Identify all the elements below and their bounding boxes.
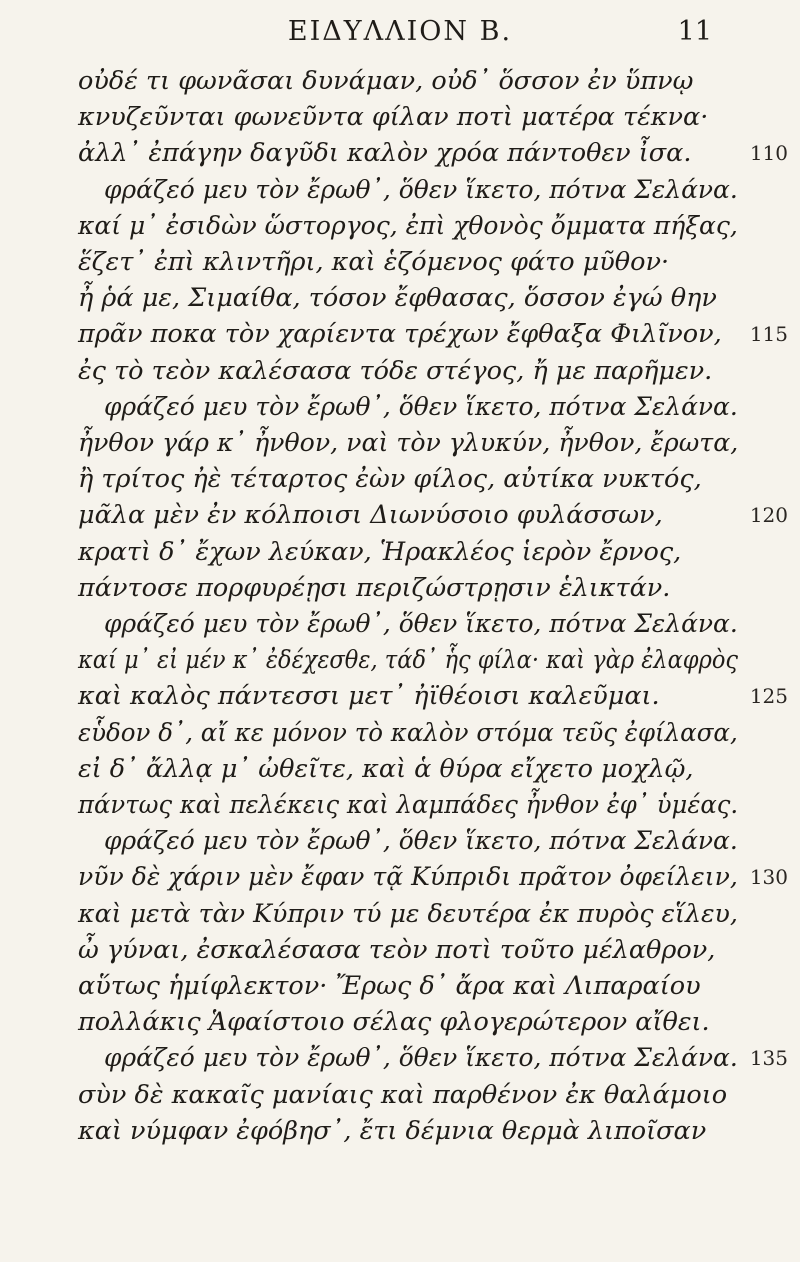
verse-text: ἢ τρίτος ἠὲ τέταρτος ἐὼν φίλος, αὐτίκα νυκτός,	[78, 464, 702, 495]
verse-line	[0, 752, 800, 786]
verse-line	[0, 136, 800, 170]
verse-text: κνυζεῦνται φωνεῦντα φίλαν ποτὶ ματέρα τέκνα·	[78, 102, 709, 133]
verse-line	[0, 209, 800, 243]
verse-line	[0, 788, 800, 822]
line-number: 115	[749, 322, 788, 347]
verse-line	[0, 64, 800, 98]
verse-line	[0, 571, 800, 605]
verse-line	[0, 498, 800, 532]
verse-line	[0, 607, 800, 641]
verse-text: πάντως καὶ πελέκεις καὶ λαμπάδες ἦνθον ἐφ᾽ ὑμέας.	[78, 790, 739, 820]
verse-text: φράζεό μευ τὸν ἔρωθ᾽, ὅθεν ἵκετο, πότνα Σελάνα.	[104, 174, 738, 205]
verse-line	[0, 1041, 800, 1075]
verse-text: εἰ δ᾽ ἄλλᾳ μ᾽ ὠθεῖτε, καὶ ἁ θύρα εἴχετο μοχλῷ,	[78, 753, 694, 784]
verse-text: φράζεό μευ τὸν ἔρωθ᾽, ὅθεν ἵκετο, πότνα Σελάνα.	[104, 391, 738, 422]
verse-line	[0, 462, 800, 496]
verse-text: κρατὶ δ᾽ ἔχων λεύκαν, Ἡρακλέος ἱερὸν ἔρνος,	[78, 536, 682, 567]
verse-text: ὦ γύναι, ἐσκαλέσασα τεὸν ποτὶ τοῦτο μέλαθρον,	[78, 934, 716, 965]
verse-text: καὶ καλὸς πάντεσσι μετ᾽ ἠϊθέοισι καλεῦμαι.	[78, 681, 660, 712]
line-number: 135	[749, 1046, 788, 1071]
verse-line	[0, 679, 800, 713]
verse-line	[0, 643, 800, 677]
line-number: 120	[749, 503, 788, 528]
line-number: 110	[749, 141, 788, 166]
verse-text: καί μ᾽ ἐσιδὼν ὥστοργος, ἐπὶ χθονὸς ὄμματα πήξας,	[78, 210, 738, 241]
verse-text: ἦνθον γάρ κ᾽ ἦνθον, ναὶ τὸν γλυκύν, ἦνθον, ἔρωτα,	[78, 428, 739, 458]
line-number: 125	[749, 684, 788, 709]
page-number: 11	[677, 16, 712, 47]
line-number: 130	[749, 865, 788, 890]
verse-text: ἐς τὸ τεὸν καλέσασα τόδε στέγος, ἤ με παρῆμεν.	[78, 355, 713, 386]
verse-line	[0, 535, 800, 569]
verse-text: φράζεό μευ τὸν ἔρωθ᾽, ὅθεν ἵκετο, πότνα Σελάνα.	[104, 826, 738, 857]
verse-text: καί μ᾽ εἰ μέν κ᾽ ἐδέχεσθε, τάδ᾽ ἧς φίλα· καὶ γὰρ ἐλαφρὸς	[78, 645, 739, 676]
verse-text: νῦν δὲ χάριν μὲν ἔφαν τᾷ Κύπριδι πρᾶτον ὀφείλειν,	[78, 862, 738, 893]
verse-line	[0, 317, 800, 351]
verse-line	[0, 354, 800, 388]
verse-text: σὺν δὲ κακαῖς μανίαις καὶ παρθένον ἐκ θαλάμοιο	[78, 1079, 728, 1110]
verse-line	[0, 1078, 800, 1112]
verse-text: καὶ μετὰ τὰν Κύπριν τύ με δευτέρα ἐκ πυρὸς εἵλευ,	[78, 898, 738, 929]
verse-line	[0, 390, 800, 424]
verse-line	[0, 281, 800, 315]
verse-text: ἕζετ᾽ ἐπὶ κλιντῆρι, καὶ ἑζόμενος φάτο μῦθον·	[78, 247, 670, 277]
verse-line	[0, 100, 800, 134]
verse-line	[0, 860, 800, 894]
verse-text: καὶ νύμφαν ἐφόβησ᾽, ἔτι δέμνια θερμὰ λιποῖσαν	[78, 1115, 707, 1146]
verse-text: μᾶλα μὲν ἐν κόλποισι Διωνύσοιο φυλάσσων,	[78, 500, 663, 531]
verse-text: εὗδον δ᾽, αἴ κε μόνον τὸ καλὸν στόμα τεῦς ἐφίλασα,	[78, 717, 738, 748]
verse-line	[0, 426, 800, 460]
verse-text: οὐδέ τι φωνᾶσαι δυνάμαν, οὐδ᾽ ὅσσον ἐν ὕπνῳ	[78, 66, 694, 96]
verse-text: αὕτως ἡμίφλεκτον· Ἔρως δ᾽ ἄρα καὶ Λιπαραίου	[78, 971, 701, 1001]
verse-text: ἦ ῥά με, Σιμαίθα, τόσον ἔφθασας, ὅσσον ἐγώ θην	[78, 283, 717, 314]
verse-line	[0, 1114, 800, 1148]
verse-line	[0, 969, 800, 1003]
verse-text: φράζεό μευ τὸν ἔρωθ᾽, ὅθεν ἵκετο, πότνα Σελάνα.	[104, 609, 738, 639]
page-header	[0, 12, 800, 52]
verse-text: φράζεό μευ τὸν ἔρωθ᾽, ὅθεν ἵκετο, πότνα Σελάνα.	[104, 1043, 738, 1074]
running-title: ΕΙΔΥΛΛΙΟΝ Β.	[287, 16, 513, 47]
verse-line	[0, 933, 800, 967]
verse-text: ἀλλ᾽ ἐπάγην δαγῦδι καλὸν χρόα πάντοθεν ἶσα.	[78, 138, 692, 169]
verse-line	[0, 897, 800, 931]
verse-text: πολλάκις Ἁφαίστοιο σέλας φλογερώτερον αἴθει.	[78, 1007, 710, 1038]
verse-line	[0, 245, 800, 279]
verse-line	[0, 824, 800, 858]
verse-line	[0, 1005, 800, 1039]
verse-text: πρᾶν ποκα τὸν χαρίεντα τρέχων ἔφθαξα Φιλῖνον,	[78, 319, 722, 350]
verse-line	[0, 716, 800, 750]
verse-line	[0, 173, 800, 207]
verse-text: πάντοσε πορφυρέῃσι περιζώστρῃσιν ἑλικτάν.	[78, 572, 671, 603]
